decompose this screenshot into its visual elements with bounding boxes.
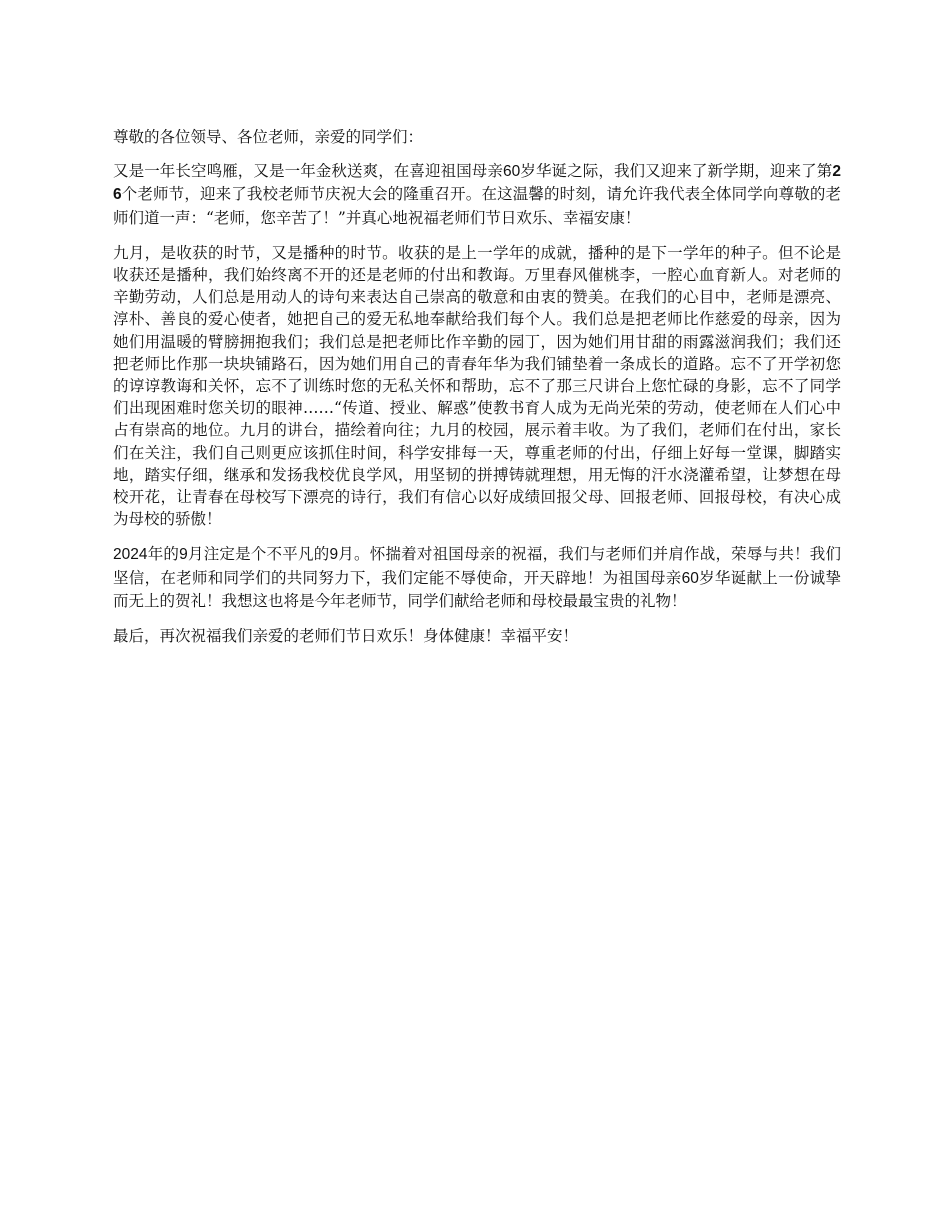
paragraph-opening [113,160,841,229]
paragraph-opening-text-c: 个老师节，迎来了我校老师节庆祝大会的隆重召开。在这温馨的时刻，请允许我代表全体同学向尊敬的老师们道一声：“老师，您辛苦了！”并真心地祝福老师们节日欢乐、幸福安康！ [113,185,841,227]
paragraph-2024-text-a: 年的 [147,545,180,564]
number-26: 26 [113,163,841,204]
paragraph-opening-text-a: 又是一年长空鸣雁，又是一年金秋送爽，在喜迎祖国母亲 [113,162,503,181]
paragraph-closing: 最后，再次祝福我们亲爱的老师们节日欢乐！身体健康！幸福平安！ [113,627,579,646]
paragraph-opening-text-b: 岁华诞之际，我们又迎来了新学期，迎来了第 [520,162,833,181]
number-9-second: 9 [329,546,339,564]
document-body [113,126,841,660]
number-2024: 2024 [113,546,148,564]
number-60: 60 [503,163,521,181]
number-60-second: 60 [681,569,699,587]
number-9-first: 9 [179,546,188,564]
paragraph-september: 九月，是收获的时节，又是播种的时节。收获的是上一学年的成就，播种的是下一学年的种子。但不论是收获还是播种，我们始终离不开的还是老师的付出和教诲。万里春风催桃李，一腔心血育新人。对老师的辛勤劳动，人们总是用动人的诗句来表达自己崇高的敬意和由衷的赞美。在我们的心目中，老师是漂亮、淳朴、善良的爱心使者，她把自己的爱无私地奉献给我们每个人。我们总是把老师比作慈爱的母亲，因为她们用温暖的臂膀拥抱我们；我们总是把老师比作辛勤的园丁，因为她们用甘甜的雨露滋润我们；我们还把老师比作那一块块铺路石，因为她们用自己的青春年华为我们铺垫着一条成长的道路。忘不了开学初您的谆谆教诲和关怀，忘不了训练时您的无私关怀和帮助，忘不了那三尺讲台上您忙碌的身影，忘不了同学们出现困难时您关切的眼神……“传道、授业、解惑”使教书育人成为无尚光荣的劳动，使老师在人们心中占有崇高的地位。九月的讲台，描绘着向往；九月的校园，展示着丰收。为了我们，老师们在付出，家长们在关注，我们自己则更应该抓住时间，科学安排每一天，尊重老师的付出，仔细上好每一堂课，脚踏实地，踏实仔细，继承和发扬我校优良学风，用坚韧的拼搏铸就理想，用无悔的汗水浇灌希望，让梦想在母校开花，让青春在母校写下漂亮的诗行，我们有信心以好成绩回报父母、回报老师、回报母校，有决心成为母校的骄傲！ [113,243,841,529]
paragraph-2024 [113,543,841,612]
paragraph-2024-text-c: 月。怀揣着对祖国母亲的祝福，我们与老师们并肩作战，荣辱与共！我们坚信，在老师和同学们的共同努力下，我们定能不辱使命，开天辟地！为祖国母亲 [113,545,841,587]
paragraph-2024-text-b: 月注定是个不平凡的 [187,545,330,564]
paragraph-2024-text-d: 岁华诞献上一份诚挚而无上的贺礼！我想这也将是今年老师节，同学们献给老师和母校最最宝贵的礼物！ [113,568,841,610]
salutation: 尊敬的各位领导、各位老师，亲爱的同学们： [113,128,424,146]
